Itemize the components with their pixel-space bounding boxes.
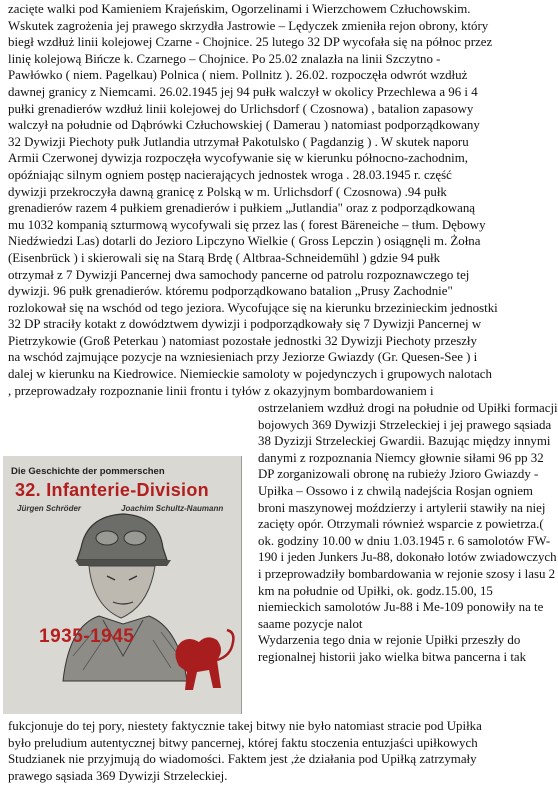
text-line: Wydarzenia tego dnia w rejonie Upiłki przeszły do xyxy=(258,633,521,648)
text-line: zacięty opór. Otrzymali również wsparcie z powietrza.( xyxy=(258,517,544,532)
text-line: dywizji przekroczyła dawną granicę z Polską w m. Urlichsdorf ( Czosnowa) .94 pułk xyxy=(8,184,447,199)
text-line: dywizji. 96 pułk grenadierów. któremu podporządkowano batalion „Prusy Zachodnie" xyxy=(8,284,453,299)
text-line: dawnej granicy z Niemcami. 26.02.1945 jej 94 pułk walczył w okolicy Przechlewa a 96 i 4 xyxy=(8,84,478,99)
text-line: biegł wzdłuż linii kolejowej Czarne - Chojnice. 25 lutego 32 DP wycofała się na północ przez xyxy=(8,35,493,50)
text-line: na wschód zajmujące pozycje na wzniesieniach przy Jeziorze Gwiazdy (Gr. Quesen-See ) i xyxy=(8,350,478,365)
text-line: Pawłówko ( niem. Pagelkau) Polnica ( niem. Pollnitz ). 26.02. rozpoczęła odwrót wzdłuż xyxy=(8,68,468,83)
cover-author-2: Joachim Schultz-Naumann xyxy=(121,504,224,513)
text-line: km na południe od Upiłki, ok. godz.15.00, 15 xyxy=(258,583,493,598)
text-line: 38 Dyzizji Strzeleckiej Gwardii. Bazując między innymi xyxy=(258,434,551,449)
text-line: pułki grenadierów wzdłuż linii kolejowej do Urlichsdorf ( Czosnowa) , batalion zapasowy xyxy=(8,101,474,116)
text-line: opóźniając silnym ogniem postęp nacierających jednostek wroga . 28.03.1945 r. część xyxy=(8,167,452,182)
paragraph-bottom xyxy=(8,718,524,784)
text-line: mu 1032 kompanią szturmową wycofywali się przez las ( forest Bäreneiche – tłum. Dębowy xyxy=(8,217,486,232)
text-line: (Eisenbrück ) i skierowali się na Starą Brdę ( Altbraa-Schneidemühl ) gdzie 94 pułk xyxy=(8,250,441,265)
text-line: 32 DP straciły kotakt z dowództwem dywizji i podporządkowały się 7 Dywizji Pancernej w xyxy=(8,317,482,332)
text-line: grenadierów razem 4 pułkiem grenadierów i pułkiem „Jutlandia" oraz z podporządkowaną xyxy=(8,201,475,216)
text-line: niemieckich samolotów Ju-88 i Me-109 ponowiły na te xyxy=(258,600,544,615)
paragraph-top xyxy=(8,1,524,399)
cover-author-1: Jürgen Schröder xyxy=(17,504,82,513)
text-line: danymi z rozpoznania Niemcy głownie siłami 96 pp 32 xyxy=(258,450,544,465)
book-cover-image xyxy=(3,456,242,714)
text-line: bojowych 369 Dywizji Strzeleckiej i jej prawego sąsiada xyxy=(258,417,552,432)
text-line: prawego sąsiada 369 Dywizji Strzeleckiej. xyxy=(8,768,228,783)
text-line: 190 i jeden Junkers Ju-88, dokonało lotów zwiadowczych xyxy=(258,550,557,565)
text-line: zacięte walki pod Kamieniem Krajeńskim, Ogorzelinami i Wierzchowem Człuchowskim. xyxy=(8,2,471,16)
text-line: otrzymał z 7 Dywizji Pancernej dwa samochody pancerne od patrolu rozpoznawczego tej xyxy=(8,267,470,282)
cover-title-line1: Die Geschichte der pommerschen xyxy=(11,466,165,477)
text-line: 32 Dywizji Piechoty pułk Jutlandia utrzymał Pakotulsko ( Pagdanzig ) . W skutek naporu xyxy=(8,134,469,149)
text-line: fukcjonuje do tej pory, niestety faktycznie takej bitwy nie było natomiast stracie pod Upiłka xyxy=(8,719,482,733)
cover-title-line2: 32. Infanterie-Division xyxy=(15,480,209,500)
paragraph-right xyxy=(258,400,558,666)
text-line: saame pozycje nalot xyxy=(258,616,363,631)
text-line: DP zorganizowali obronę na rubieży Jzioro Gwiazdy - xyxy=(258,467,539,482)
text-line: Studzianek nie przyjmują do wiadomości. Faktem jest ,że działania pod Upiłką zatrzymały xyxy=(8,752,477,767)
text-line: Niedźwiedzi Las) dotarli do Jezioro Lipczyno Wielkie ( Gross Lepczin ) osiągnęli m. Żołna xyxy=(8,234,481,249)
text-line: i przeprowadziły bombardowania w rejonie szosy i lasu 2 xyxy=(258,566,556,581)
text-line: Pietrzykowie (Groß Peterkau ) natomiast pozostałe jednostki 32 Dywizji Piechoty przeszły xyxy=(8,333,477,348)
cover-years: 1935-1945 xyxy=(39,626,135,647)
text-line: Upiłka – Ossowo i z chwilą nadejścia Rosjan ogniem xyxy=(258,483,533,498)
text-line: Armii Czerwonej dywizja rozpoczęła wycofywanie się w kierunku północno-zachodnim, xyxy=(8,151,468,166)
text-line: było preludium autentycznej bitwy pancernej, której faktu stoczenia entuzjaści upiłkowych xyxy=(8,735,478,750)
text-line: ok. godziny 10.00 w dniu 1.03.1945 r. 6 samolotów FW- xyxy=(258,533,551,548)
text-line: broni maszynowej moździerzy i artylerii stawiły na niej xyxy=(258,500,546,515)
text-line: rozlokował się na wschód od tego jeziora. Wycofujące się na kierunku brzezinieckim jednostki xyxy=(8,300,498,315)
text-line: dalej w kierunku na Kiedrowice. Niemieckie samoloty w pojedynczych i grupowych nalotach xyxy=(8,367,492,382)
text-line: regionalnej historii jako wielka bitwa pancerna i tak xyxy=(258,649,527,664)
text-line: walczył na południe od Dąbrówki Człuchowskiej ( Damerau ) natomiast podporządkowany xyxy=(8,118,480,133)
text-line: Wskutek zagrożenia jej prawego skrzydła Jastrowie – Lędyczek zmieniła rejon obrony, który xyxy=(8,18,489,33)
text-line: , przeprowadzały rozpoznanie linii frontu i tyłów z okazyjnym bombardowaniem i xyxy=(8,383,434,398)
text-line: linię kolejową Bińcze k. Czarnego – Chojnice. Po 25.02 znalazła na linii Szczytno - xyxy=(8,51,441,66)
text-line: ostrzelaniem wzdłuż drogi na południe od Upiłki formacji xyxy=(258,401,558,415)
